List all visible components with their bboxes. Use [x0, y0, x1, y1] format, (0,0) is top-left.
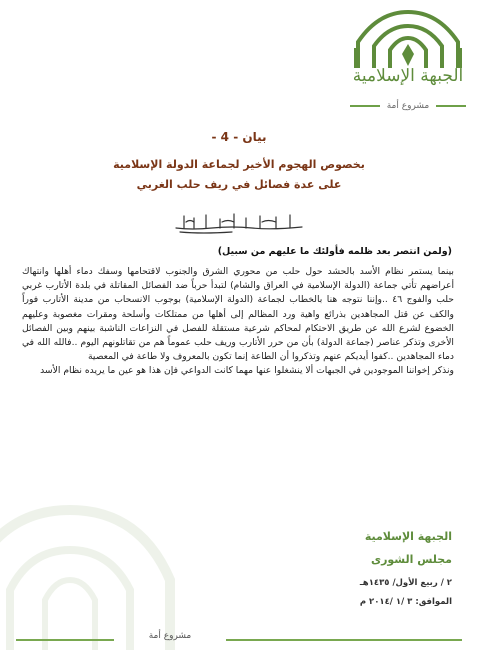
logo-name: الجبهة الإسلامية [352, 66, 464, 86]
logo-tagline [344, 98, 472, 114]
statement-number: بيان - 4 - [211, 130, 267, 144]
signature-org: الجبهة الإسلامية [364, 530, 452, 543]
body-paragraph-2: ونذكر إخواننا الموجودين في الجبهات ألا ينشغلوا عنها مهما كانت الدواعي فإن هذا هو عين ما يريده نظام الأسد [40, 365, 454, 377]
signature-council: مجلس الشورى [370, 553, 452, 566]
logo-tagline-text: مشروع أمة [386, 101, 430, 111]
footer [0, 630, 478, 648]
date-gregorian: الموافق: ٣ /١ /٢٠١٤ م [359, 597, 452, 607]
header-logo [344, 8, 472, 112]
mosque-arches-icon [344, 8, 472, 70]
footer-tagline: مشروع أمة [148, 631, 192, 641]
footer-divider-left [16, 639, 114, 641]
basmala-calligraphy [0, 210, 478, 234]
statement-body [22, 265, 454, 379]
quran-quote: (ولمن انتصر بعد ظلمه فأولئك ما عليهم من سبيل) [217, 246, 452, 257]
statement-subtitle-2: على عدة فصائل في ريف حلب الغربي [136, 178, 342, 191]
date-hijri: ٢ / ربيع الأول/ ١٤٣٥هـ [359, 578, 452, 588]
statement-subtitle-1: بخصوص الهجوم الأخير لجماعة الدولة الإسلامية [113, 158, 365, 171]
footer-divider-right [226, 639, 462, 641]
body-paragraph-1: بينما يستمر نظام الأسد بالحشد حول حلب من محوري الشرق والجنوب لاقتحامها وسفك دماء أهلها وانتهاك أعراضهم تأتي جماعة (الدولة الإسلامية في العراق والشام) لتبدأ حرباً ضد الفصائل المقاتلة في بلدة الأتارب غربي حلب والفوج ٤٦ ..وإننا نتوجه هنا بالخطاب لجماعة (الدولة الإسلامية) بوجوب الانسحاب من مدينة الأتارب فوراً والكف عن قتل المجاهدين بذرائع واهية ورد المظالم إلى أهلها من ممتلكات وأسلحة ومقرات مغصوبة وعليهم الخضوع لشرع الله عن طريق الاحتكام لمحاكم شرعية مستقلة للفصل في النزاعات الناشبة بينهم وبين الفصائل الأخرى وتذكر عناصر (جماعة الدولة) بأن من حرر الأتارب وريف حلب عموماً هم من تقاتلونهم اليوم ..فالله الله في دماء المجاهدين ..كفوا أيديكم عنهم وتذكروا أن الطاعة إنما تكون بالمعروف ولا طاعة في المعصية [22, 266, 454, 363]
